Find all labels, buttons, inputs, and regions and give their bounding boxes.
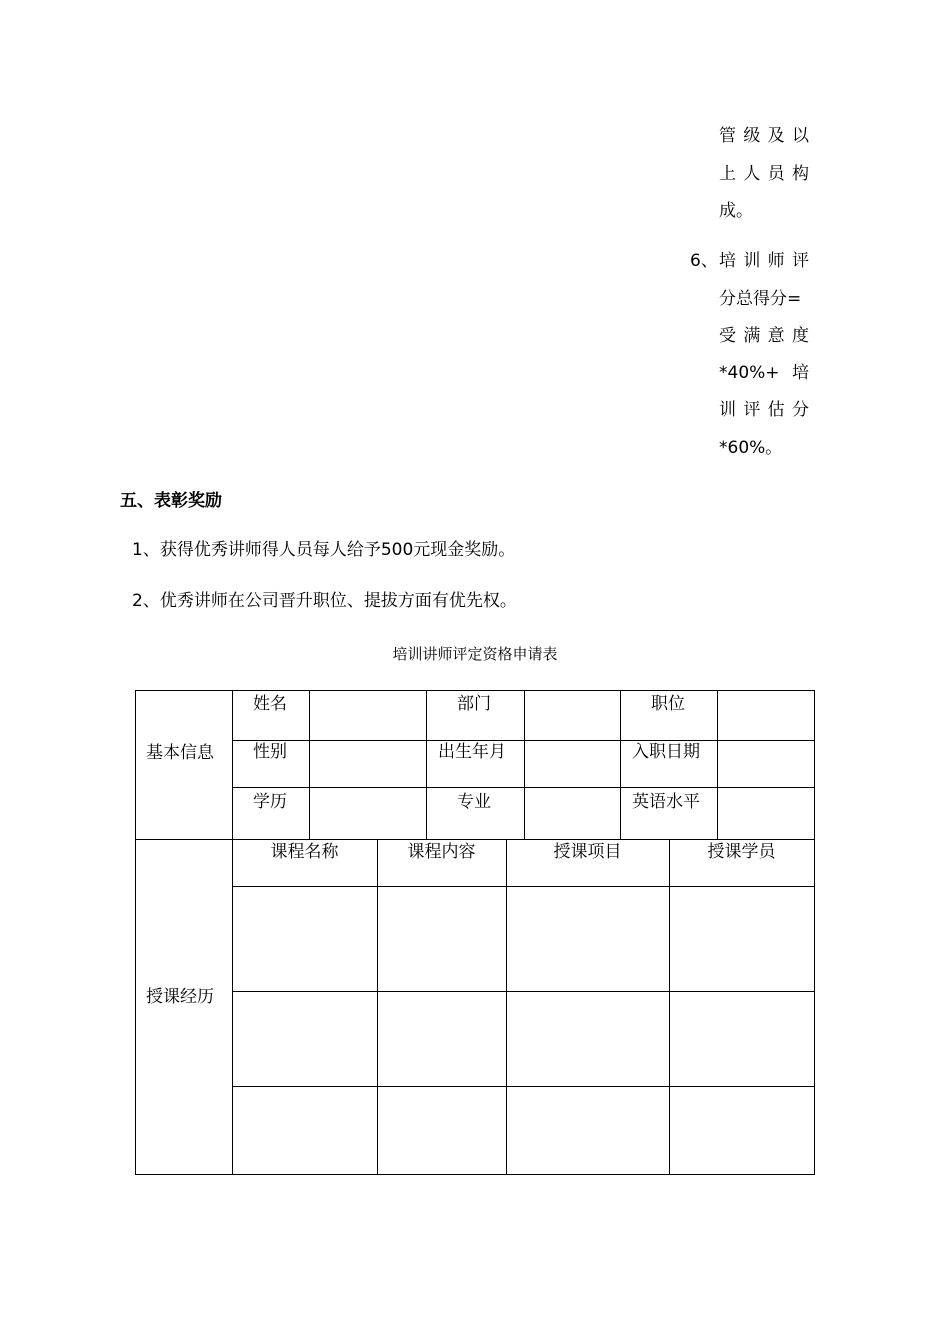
char: *40%+ (719, 363, 780, 383)
char: 分 (791, 400, 809, 420)
header-course-name: 课程名称 (270, 842, 339, 862)
char: 构 (791, 164, 809, 184)
item-6-number: 6、 (690, 251, 718, 271)
char: 评 (791, 251, 809, 271)
teaching-row-divider-1 (232, 886, 815, 887)
char: 员 (767, 164, 785, 184)
field-label-position: 职位 (651, 694, 685, 714)
header-course-content: 课程内容 (407, 842, 476, 862)
field-label-education: 学历 (253, 792, 287, 812)
char: 培 (719, 251, 736, 271)
char: 受 (719, 326, 736, 346)
char: 培 (792, 363, 809, 383)
char: 训 (743, 251, 761, 271)
column-line-5: 分总得分= (719, 289, 802, 309)
column-line-4 (719, 251, 809, 271)
section-item-2: 2、优秀讲师在公司晋升职位、提拔方面有优先权。 (132, 591, 517, 611)
basic-col-divider (309, 690, 310, 840)
teaching-col-divider (506, 839, 507, 1175)
column-line-1 (719, 126, 809, 146)
char: 估 (767, 400, 785, 420)
char: 意 (767, 326, 785, 346)
section-divider (135, 839, 815, 840)
char: 度 (791, 326, 809, 346)
column-line-7 (719, 363, 809, 383)
teaching-col-divider (669, 839, 670, 1175)
char: 师 (767, 251, 785, 271)
char: 管 (719, 126, 736, 146)
basic-col-divider (717, 690, 718, 840)
column-line-2 (719, 164, 809, 184)
teaching-experience-label: 授课经历 (146, 987, 214, 1007)
basic-info-label: 基本信息 (146, 743, 214, 763)
basic-col-divider (620, 690, 621, 840)
section-heading: 五、表彰奖励 (120, 491, 222, 511)
char: 满 (743, 326, 761, 346)
teaching-row-divider-3 (232, 1086, 815, 1087)
field-label-birth-date: 出生年月 (438, 742, 506, 762)
char: 人 (743, 164, 761, 184)
column-line-9: *60%。 (719, 438, 783, 458)
table-border-right (814, 690, 815, 1175)
char: 上 (719, 164, 736, 184)
char: 及 (767, 126, 785, 146)
field-label-major: 专业 (457, 792, 491, 812)
column-line-8 (719, 400, 809, 420)
table-border-left (135, 690, 136, 1175)
teaching-col-divider (377, 839, 378, 1175)
teaching-row-divider-2 (232, 991, 815, 992)
header-trainees: 授课学员 (707, 842, 776, 862)
table-border-top (135, 690, 815, 691)
basic-col-divider (426, 690, 427, 840)
char: 以 (791, 126, 809, 146)
field-label-name: 姓名 (253, 694, 287, 714)
field-label-department: 部门 (457, 694, 491, 714)
header-teaching-project: 授课项目 (553, 842, 622, 862)
field-label-hire-date: 入职日期 (632, 742, 700, 762)
section-item-1: 1、获得优秀讲师得人员每人给予500元现金奖励。 (132, 540, 516, 560)
table-title: 培训讲师评定资格申请表 (392, 645, 558, 663)
column-line-6 (719, 326, 809, 346)
table-border-bottom (135, 1174, 815, 1175)
label-column-divider (232, 690, 233, 1175)
basic-col-divider (524, 690, 525, 840)
char: 评 (743, 400, 761, 420)
field-label-gender: 性别 (253, 742, 287, 762)
char: 级 (743, 126, 761, 146)
field-label-english-level: 英语水平 (632, 792, 700, 812)
column-line-3: 成。 (719, 201, 753, 221)
char: 训 (719, 400, 736, 420)
